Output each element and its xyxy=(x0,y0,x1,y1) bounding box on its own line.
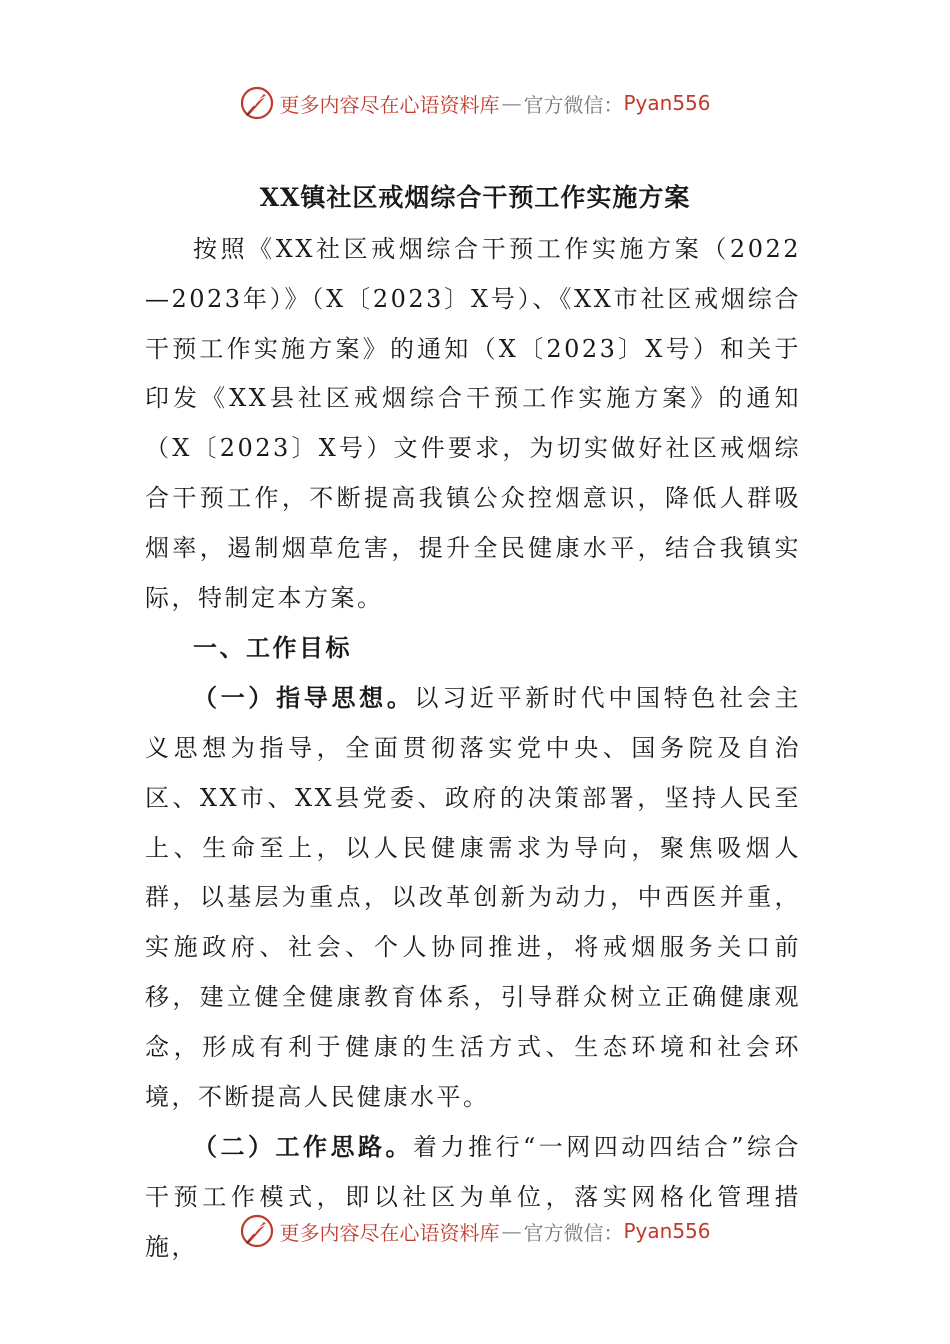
banner-contact-id: Pyan556 xyxy=(623,91,711,115)
paragraph-guiding-ideology xyxy=(145,673,801,1122)
banner-dash: — xyxy=(501,1219,522,1243)
banner-contact-label: 官方微信： xyxy=(523,92,624,117)
header-banner xyxy=(0,78,950,128)
banner-dash: — xyxy=(501,91,522,115)
banner-slogan: 更多内容尽在心语资料库 xyxy=(279,92,500,117)
intro-paragraph: 按照《XX社区戒烟综合干预工作实施方案（2022—2023年）》（X〔2023〕X号）、《XX市社区戒烟综合干预工作实施方案》的通知（X〔2023〕X号）和关于印发《XX县社区戒烟综合干预工作实施方案》的通知（X〔2023〕X号）文件要求，为切实做好社区戒烟综合干预工作，不断提高我镇公众控烟意识，降低人群吸烟率，遏制烟草危害，提升全民健康水平，结合我镇实际，特制定本方案。 xyxy=(145,235,801,612)
paragraph-text: 以习近平新时代中国特色社会主义思想为指导，全面贯彻落实党中央、国务院及自治区、XX市、XX县党委、政府的决策部署，坚持人民至上、生命至上，以人民健康需求为导向，聚焦吸烟人群，以基层为重点，以改革创新为动力，中西医并重，实施政府、社会、个人协同推进，将戒烟服务关口前移，建立健全健康教育体系，引导群众树立正确健康观念，形成有利于健康的生活方式、生态环境和社会环境，不断提高人民健康水平。 xyxy=(145,684,802,1111)
document-body xyxy=(145,225,801,1273)
footer-banner xyxy=(0,1206,950,1256)
paragraph-lead: （一）指导思想。 xyxy=(193,683,415,713)
banner-contact-id: Pyan556 xyxy=(623,1219,711,1243)
section-heading-work-goals: 一、工作目标 xyxy=(193,633,352,663)
quill-pen-icon xyxy=(239,1213,275,1249)
paragraph-text: 着力推行“一网四动四结合”综合干预工作模式，即以社区为单位，落实网格化管理措施， xyxy=(145,1133,801,1261)
banner-slogan: 更多内容尽在心语资料库 xyxy=(279,1220,500,1245)
paragraph-lead: （二）工作思路。 xyxy=(193,1132,413,1162)
document-title: XX镇社区戒烟综合干预工作实施方案 xyxy=(259,183,691,212)
quill-pen-icon xyxy=(239,85,275,121)
banner-contact-label: 官方微信： xyxy=(523,1220,624,1245)
